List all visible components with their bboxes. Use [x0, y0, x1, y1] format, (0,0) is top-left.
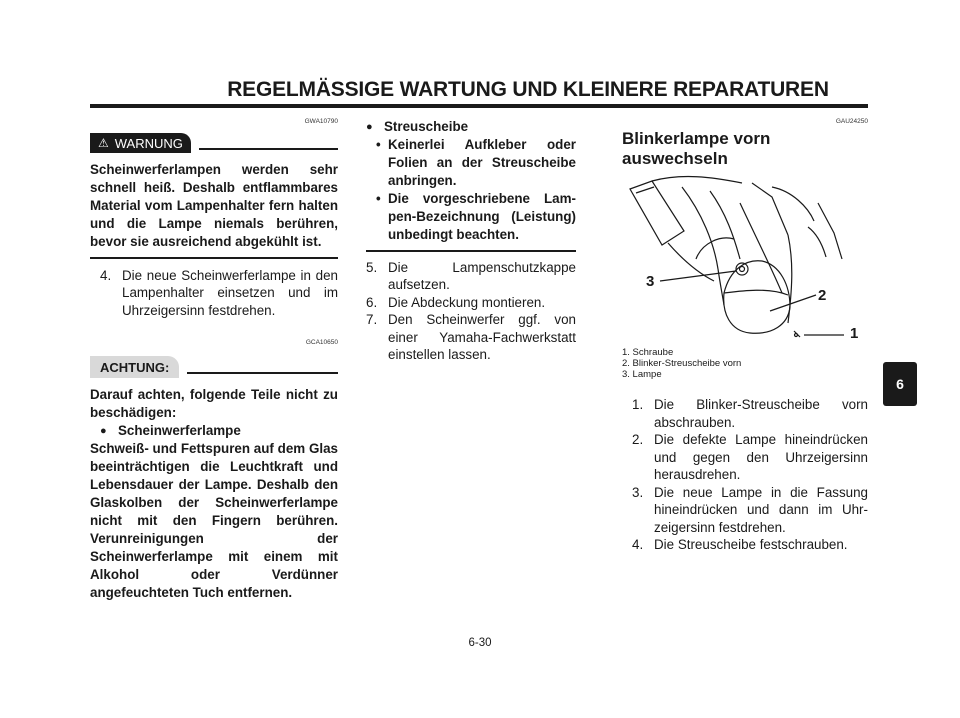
subbullet-text: Keinerlei Aufkleber oder Folien an der Streuscheibe anbringen. — [388, 137, 576, 188]
page-header-title: REGELMÄSSIGE WARTUNG UND KLEINERE REPARATUREN — [227, 78, 829, 101]
callout-1: 1 — [850, 325, 859, 342]
step-number: 6. — [366, 294, 378, 310]
step-number: 7. — [366, 312, 378, 327]
step-text: Den Scheinwerfer ggf. von einer Yamaha-Fachwerkstatt einstellen lassen. — [388, 312, 576, 362]
warning-label-box — [90, 133, 191, 153]
callout-3: 3 — [646, 273, 655, 290]
caution-code: GCA10650 — [305, 339, 338, 346]
step-text: Die Blinker-Streuscheibe vorn abschrauben. — [654, 397, 868, 430]
list-item — [366, 259, 576, 294]
right-column — [622, 118, 868, 554]
caution-body: Schweiß- und Fettspuren auf dem Glas beeinträchtigen die Leuchtkraft und Lebensdauer der Lampe. Deshalb den Glaskolben der Scheinwerferlampe nicht mit den Fingern berühren. Verunreinigungen der Scheinwerferlampe mit einem mit Alkohol oder Verdünner angefeuchteten Tuch entfernen. — [90, 441, 338, 600]
list-item — [632, 396, 868, 431]
warning-code: GWA10790 — [304, 118, 338, 125]
warning-end-rule — [90, 257, 338, 259]
bullet-small-icon: • — [376, 137, 381, 152]
warning-header — [90, 133, 338, 153]
caption-item: 3. Lampe — [622, 369, 662, 380]
chapter-tab: 6 — [883, 362, 917, 406]
caption-item: 1. Schraube — [622, 347, 674, 358]
step-number: 1. — [632, 397, 644, 412]
section-title-line2: auswechseln — [622, 149, 728, 168]
step-number: 5. — [366, 259, 378, 275]
list-item — [632, 536, 868, 554]
caution-end-rule — [366, 250, 576, 252]
list-item — [366, 311, 576, 364]
warning-label: WARNUNG — [114, 135, 183, 151]
step-list-right — [622, 396, 868, 554]
caution-subbullet — [366, 136, 576, 190]
step-number: 4. — [632, 537, 644, 552]
callout-2: 2 — [818, 287, 827, 304]
step-list-left — [90, 267, 338, 320]
page-number: 6-30 — [468, 637, 492, 649]
caution-header-line — [187, 372, 338, 374]
list-item — [632, 431, 868, 484]
step-text: Die neue Scheinwerferlampe in den Lampenhalter einsetzen und im Uhrzeigersinn festdrehen. — [122, 267, 338, 318]
middle-column — [366, 118, 576, 364]
bullet-dot-icon: ● — [366, 121, 373, 133]
caption-item: 2. Blinker-Streuscheibe vorn — [622, 358, 742, 369]
step-number: 3. — [632, 484, 644, 500]
caution-bullet — [90, 422, 338, 440]
step-number: 2. — [632, 432, 644, 447]
warning-triangle-icon: ⚠ — [98, 136, 109, 150]
section-title-line1: Blinkerlampe vorn — [622, 129, 771, 148]
step-text: Die Lampenschutzkappe aufsetzen. — [388, 259, 576, 292]
turn-signal-illustration — [622, 173, 868, 373]
step-number: 4. — [100, 267, 112, 283]
list-item — [366, 294, 576, 312]
left-column — [90, 118, 338, 602]
step-text: Die defekte Lampe hineindrücken und gegen den Uhrzeigersinn herausdrehen. — [654, 432, 868, 482]
caution-header — [90, 356, 338, 378]
step-list-middle — [366, 259, 576, 364]
bullet-text: Scheinwerferlampe — [118, 423, 241, 438]
list-item — [100, 267, 338, 320]
warning-header-line — [199, 148, 338, 150]
caution-intro: Darauf achten, folgende Teile nicht zu beschädigen: — [90, 387, 338, 420]
caution-subbullet — [366, 190, 576, 244]
bullet-small-icon: • — [376, 191, 381, 206]
list-item — [632, 484, 868, 537]
header-rule — [90, 104, 868, 108]
step-text: Die neue Lampe in die Fassung hineindrücken und dann im Uhrzeigersinn festdrehen. — [654, 484, 868, 535]
step-text: Die Abdeckung montieren. — [388, 294, 546, 310]
section-code: GAU24250 — [835, 118, 868, 125]
turn-signal-drawing — [622, 173, 868, 343]
caution-bullet — [366, 118, 576, 136]
caution-label: ACHTUNG: — [90, 356, 179, 378]
bullet-dot-icon: ● — [100, 425, 107, 437]
step-text: Die Streuscheibe festschrauben. — [654, 537, 848, 552]
bullet-text: Streuscheibe — [384, 119, 469, 134]
warning-text: Scheinwerferlampen werden sehr schnell heiß. Deshalb entflammbares Material vom Lampenhalter fern halten und die Lampe niemals berühren, bevor sie ausreichend abgekühlt ist. — [90, 162, 338, 249]
subbullet-text: Die vorgeschriebene Lampen-Bezeichnung (Leistung) unbedingt beachten. — [388, 191, 576, 242]
